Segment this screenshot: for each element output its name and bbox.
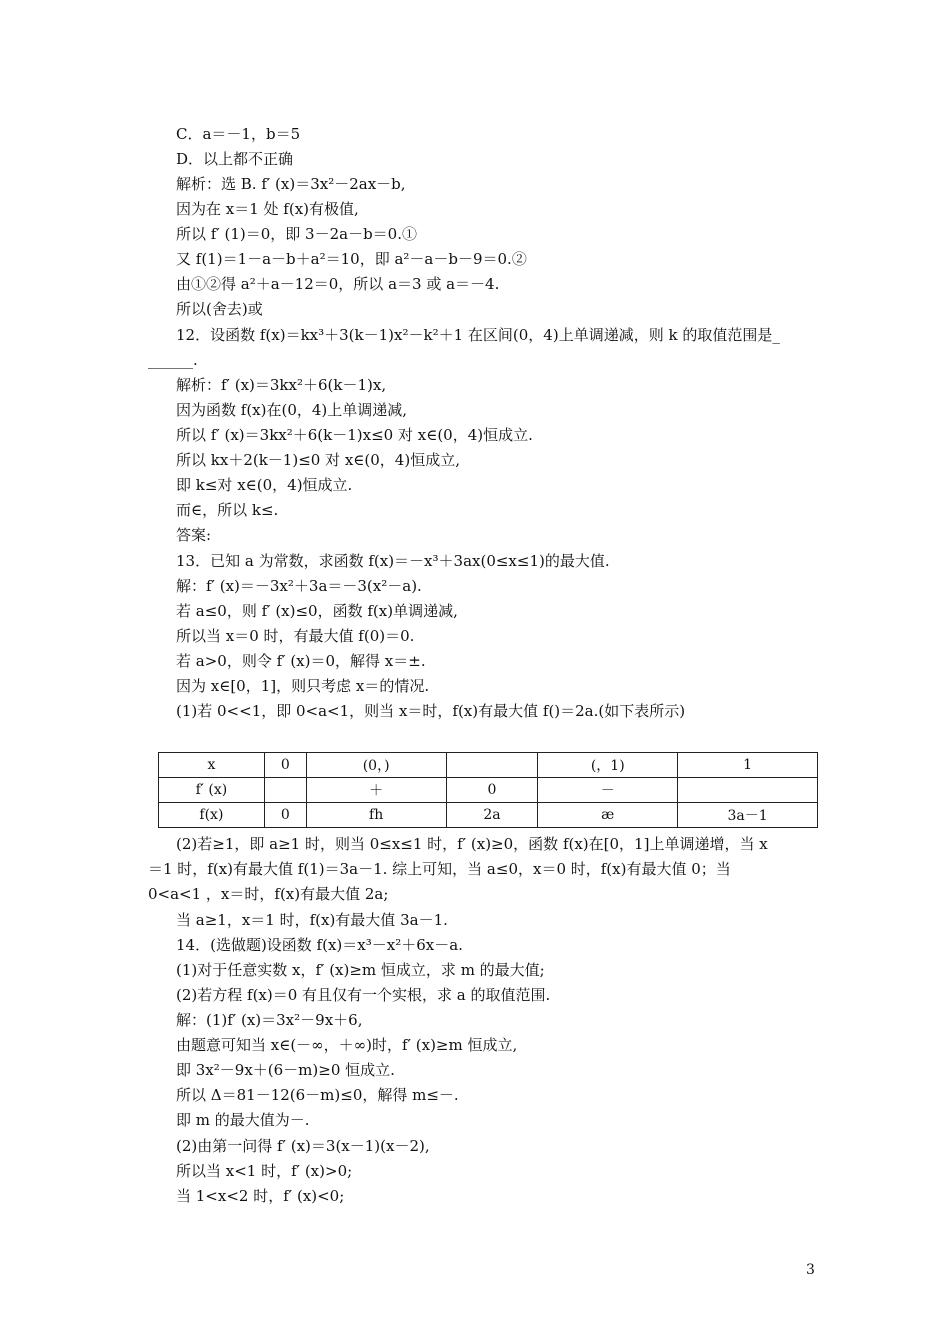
text-line: 即 m 的最大值为－.: [176, 1111, 310, 1129]
text-line: 所以 Δ＝81－12(6－m)≤0，解得 m≤－.: [176, 1086, 459, 1104]
table-row: [159, 753, 818, 778]
text-line: ＝1 时，f(x)有最大值 f(1)＝3a－1. 综上可知，当 a≤0，x＝0 时，f(x)有最大值 0；当: [148, 860, 731, 878]
text-line: 若 a≤0，则 f′ (x)≤0，函数 f(x)单调递减,: [176, 602, 458, 620]
text-line: (2)若方程 f(x)＝0 有且仅有一个实根，求 a 的取值范围.: [176, 986, 551, 1004]
text-line: (1)若 0<<1，即 0<a<1，则当 x＝时，f(x)有最大值 f()＝2a.(如下表所示): [176, 702, 686, 720]
question-13: 13．已知 a 为常数，求函数 f(x)＝－x³＋3ax(0≤x≤1)的最大值.: [176, 552, 610, 570]
table-cell: (0，): [306, 753, 446, 778]
text-line: 解：(1)f′ (x)＝3x²－9x＋6,: [176, 1011, 363, 1029]
table-cell: (，1): [538, 753, 678, 778]
table-row: [159, 778, 818, 803]
text-line: 0<a<1 ，x＝时，f(x)有最大值 2a;: [148, 885, 389, 903]
text-line: 当 a≥1，x＝1 时，f(x)有最大值 3a－1.: [176, 911, 448, 929]
table-cell: 3a－1: [678, 803, 818, 828]
table-row: [159, 803, 818, 828]
sign-table: [158, 752, 818, 828]
text-line: 因为在 x＝1 处 f(x)有极值,: [176, 200, 359, 218]
text-line: 因为函数 f(x)在(0，4)上单调递减,: [176, 401, 408, 419]
table-cell: －: [538, 778, 678, 803]
text-line: (1)对于任意实数 x，f′ (x)≥m 恒成立，求 m 的最大值;: [176, 961, 545, 979]
text-line: 即 3x²－9x＋(6－m)≥0 恒成立.: [176, 1061, 395, 1079]
table-cell: 0: [264, 753, 306, 778]
table-cell: [264, 778, 306, 803]
question-14: 14．(选做题)设函数 f(x)＝x³－x²＋6x－a.: [176, 936, 463, 954]
text-line: 解析：f′ (x)＝3kx²＋6(k－1)x,: [176, 376, 387, 394]
text-line: 若 a>0，则令 f′ (x)＝0，解得 x＝±.: [176, 652, 426, 670]
text-line: (2)由第一问得 f′ (x)＝3(x－1)(x－2),: [176, 1137, 430, 1155]
table-cell: 1: [678, 753, 818, 778]
table-cell: fh: [306, 803, 446, 828]
table-cell: f′ (x): [159, 778, 265, 803]
question-12: 12．设函数 f(x)＝kx³＋3(k－1)x²－k²＋1 在区间(0，4)上单调递减，则 k 的取值范围是_: [176, 326, 780, 344]
option-c: C．a＝－1，b＝5: [176, 125, 301, 143]
text-line: 即 k≤对 x∈(0，4)恒成立.: [176, 476, 353, 494]
table-cell: f(x): [159, 803, 265, 828]
page-number: 3: [806, 1262, 815, 1278]
text-line: 解：f′ (x)＝－3x²＋3a＝－3(x²－a).: [176, 577, 422, 595]
table-cell: x: [159, 753, 265, 778]
text-line: 由题意可知当 x∈(－∞，＋∞)时，f′ (x)≥m 恒成立,: [176, 1036, 518, 1054]
text-line: (2)若≥1，即 a≥1 时，则当 0≤x≤1 时，f′ (x)≥0，函数 f(x)在[0，1]上单调递增，当 x: [176, 835, 768, 853]
text-line: 又 f(1)＝1－a－b＋a²＝10，即 a²－a－b－9＝0.②: [176, 250, 527, 268]
text-line: 由①②得 a²＋a－12＝0，所以 a＝3 或 a＝－4.: [176, 275, 500, 293]
answer-label: 答案:: [176, 526, 212, 544]
table-cell: æ: [538, 803, 678, 828]
table-cell: [446, 753, 538, 778]
table-cell: 0: [446, 778, 538, 803]
text-line: 所以 f′ (1)＝0，即 3－2a－b＝0.①: [176, 225, 417, 243]
text-line: 而∈，所以 k≤.: [176, 501, 279, 519]
text-line: 所以 f′ (x)＝3kx²＋6(k－1)x≤0 对 x∈(0，4)恒成立.: [176, 426, 533, 444]
table-cell: ＋: [306, 778, 446, 803]
table-cell: 2a: [446, 803, 538, 828]
text-line: 所以当 x<1 时，f′ (x)>0;: [176, 1162, 353, 1180]
text-line: 所以(舍去)或: [176, 300, 263, 318]
text-line: 所以 kx＋2(k－1)≤0 对 x∈(0，4)恒成立,: [176, 451, 460, 469]
text-line: 所以当 x＝0 时，有最大值 f(0)＝0.: [176, 627, 415, 645]
answer-blank: ______.: [148, 351, 198, 369]
text-line: 因为 x∈[0，1]，则只考虑 x＝的情况.: [176, 677, 430, 695]
table-cell: [678, 778, 818, 803]
option-d: D．以上都不正确: [176, 150, 294, 168]
table-cell: 0: [264, 803, 306, 828]
text-line: 当 1<x<2 时，f′ (x)<0;: [176, 1187, 345, 1205]
text-line: 解析：选 B. f′ (x)＝3x²－2ax－b,: [176, 175, 406, 193]
